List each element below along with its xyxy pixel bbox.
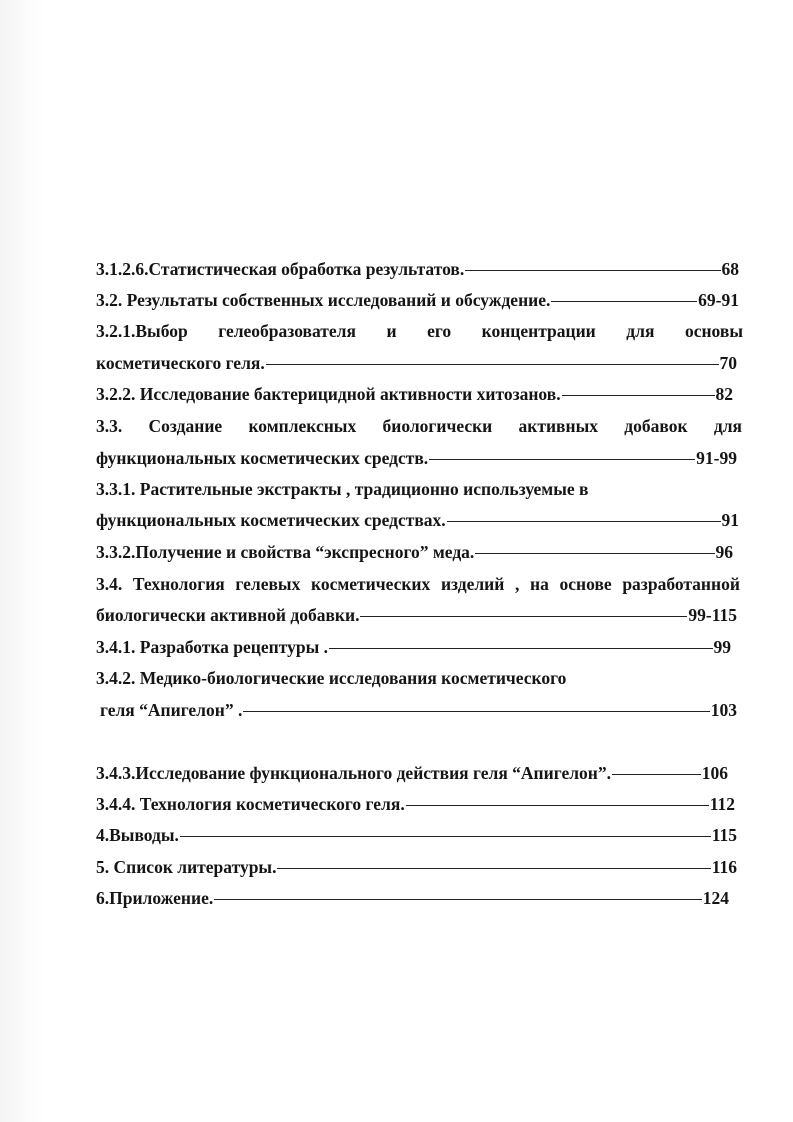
toc-title: 3.4.4. Технология косметического геля. [96, 794, 405, 814]
toc-page: 91 [721, 510, 739, 530]
toc-title: 5. Список литературы. [96, 857, 277, 877]
toc-word: биологически [382, 416, 493, 436]
toc-page: 69-91 [698, 290, 739, 310]
toc-word: Создание [148, 416, 223, 436]
toc-page: 112 [709, 794, 735, 814]
toc-word: для [713, 416, 742, 436]
toc-word: основы [684, 321, 743, 341]
toc-page: 103 [710, 700, 737, 720]
toc-entry-3-4-3 [96, 761, 728, 785]
toc-word: 3.3. [96, 416, 123, 436]
toc-word: его [427, 321, 452, 341]
toc-entry-3-3-line2 [96, 446, 737, 470]
toc-entry-3-4-1 [96, 635, 731, 659]
toc-page: 106 [701, 763, 728, 783]
toc-entry-3-2-1-line1 [96, 319, 743, 343]
toc-entry-5 [96, 855, 737, 879]
toc-page: 91-99 [696, 448, 737, 468]
toc-word: 3.4. [96, 574, 123, 594]
toc-title: 4.Выводы. [96, 825, 179, 845]
toc-entry-6 [96, 886, 729, 910]
toc-entry-4 [96, 823, 737, 847]
toc-entry-3-4-2-line1: 3.4.2. Медико-биологические исследования косметического [96, 668, 567, 688]
toc-word: активных [518, 416, 598, 436]
toc-page: 116 [711, 857, 737, 877]
toc-page: 99 [713, 637, 731, 657]
toc-page: 96 [715, 542, 733, 562]
toc-entry-3-4-4 [96, 792, 735, 816]
toc-word: , [515, 574, 520, 594]
toc-title: биологически активной добавки. [96, 605, 360, 625]
toc-entry-3-4-2-line2 [100, 698, 737, 722]
toc-word: косметических [311, 574, 431, 594]
toc-entry-3-3-1-line2 [96, 508, 739, 532]
toc-page: 70 [719, 353, 737, 373]
toc-page: 68 [721, 259, 739, 279]
toc-page: 99-115 [688, 605, 737, 625]
toc-title: 3.4.3.Исследование функционального действия геля “Апигелон”. [96, 763, 611, 783]
toc-page: 115 [711, 825, 737, 845]
toc-word: добавок [624, 416, 688, 436]
toc-word: гелевых [235, 574, 301, 594]
toc-title: 3.2. Результаты собственных исследований и обсуждение. [96, 290, 551, 310]
toc-word: основе [559, 574, 612, 594]
toc-word: изделий [440, 574, 505, 594]
toc-title: косметического геля. [96, 353, 265, 373]
toc-title: 3.3.2.Получение и свойства “экспресного” меда. [96, 542, 475, 562]
toc-entry-3-3-line1 [96, 414, 742, 438]
toc-word: разработанной [622, 574, 740, 594]
toc-title: геля “Апигелон” . [100, 700, 243, 720]
toc-title: 3.1.2.6.Статистическая обработка результатов. [96, 259, 465, 279]
toc-word: и [386, 321, 397, 341]
toc-entry-3-2-2 [96, 382, 733, 406]
toc-title: функциональных косметических средствах. [96, 510, 446, 530]
toc-entry-3-3-1-line1: 3.3.1. Растительные экстракты , традиционно используемые в [96, 479, 589, 499]
toc-entry-3-1-2-6 [96, 257, 739, 281]
toc-entry-3-4-line1 [96, 572, 740, 596]
toc-title: 6.Приложение. [96, 888, 214, 908]
toc-word: на [530, 574, 549, 594]
toc-word: для [626, 321, 655, 341]
toc-entry-3-2 [96, 288, 739, 312]
toc-word: Технология [132, 574, 225, 594]
toc-page: 82 [715, 384, 733, 404]
toc-word: концентрации [481, 321, 596, 341]
toc-word: гелеобразователя [218, 321, 356, 341]
toc-page: 124 [702, 888, 729, 908]
scan-shadow [0, 0, 44, 1122]
toc-title: 3.4.1. Разработка рецептуры . [96, 637, 328, 657]
toc-entry-3-3-2 [96, 540, 733, 564]
toc-entry-3-4-line2 [96, 603, 737, 627]
toc-title: функциональных косметических средств. [96, 448, 429, 468]
toc-word: комплексных [248, 416, 357, 436]
toc-title: 3.2.2. Исследование бактерицидной активности хитозанов. [96, 384, 561, 404]
toc-word: 3.2.1.Выбор [96, 321, 188, 341]
toc-entry-3-2-1-line2 [96, 351, 737, 375]
